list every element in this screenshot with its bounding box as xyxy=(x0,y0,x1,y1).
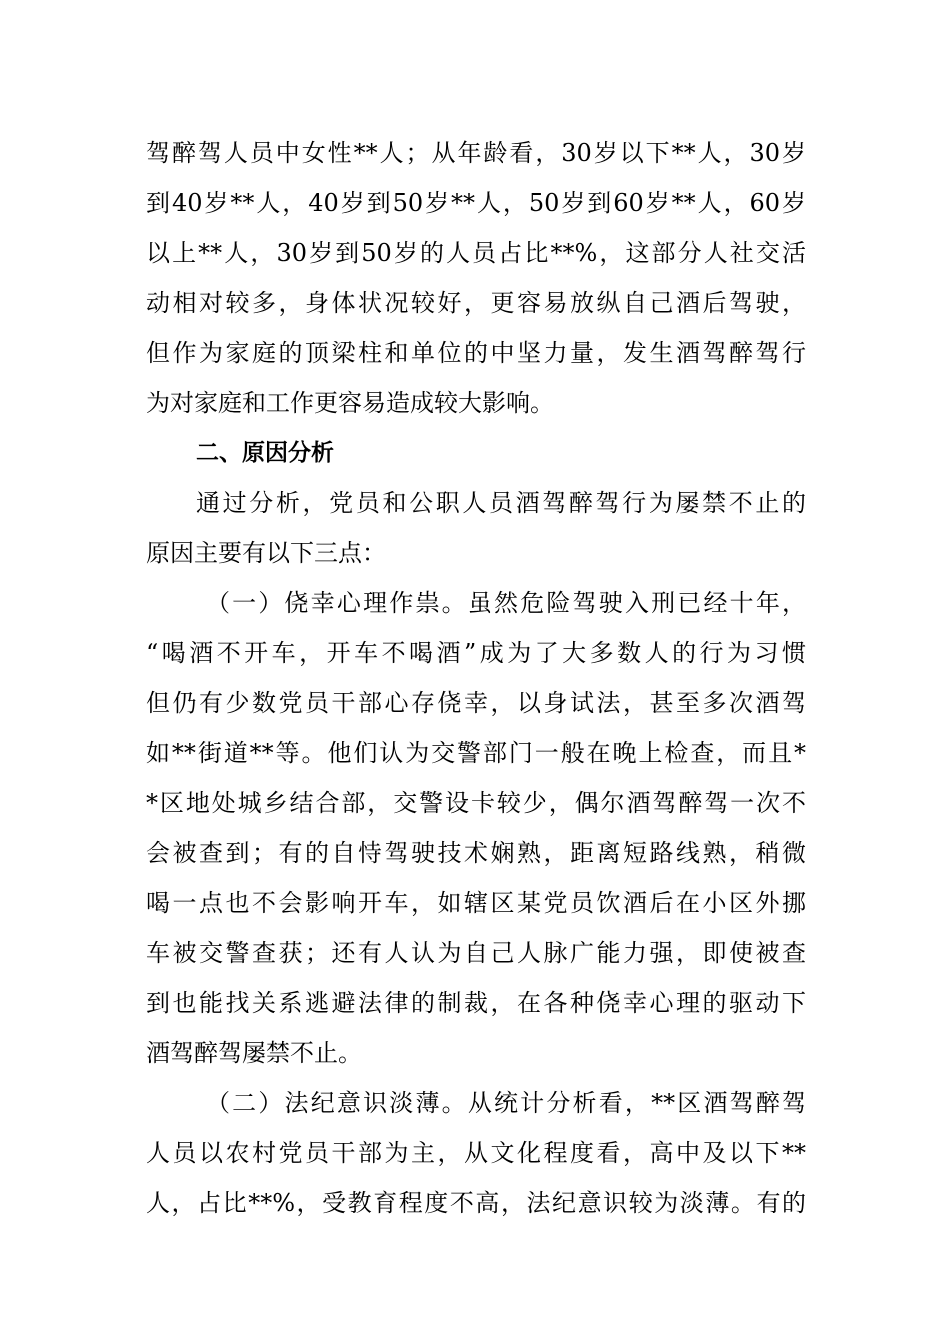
text-line: 酒驾醉驾屡禁不止。 xyxy=(146,1039,362,1067)
text-line: 驾醉驾人员中女性**人；从年龄看，30岁以下**人，30岁 xyxy=(146,139,806,167)
text-line: 人，占比**%，受教育程度不高，法纪意识较为淡薄。有的 xyxy=(146,1189,806,1217)
text-line: 为对家庭和工作更容易造成较大影响。 xyxy=(146,389,554,417)
text-line: 人员以农村党员干部为主，从文化程度看，高中及以下** xyxy=(146,1139,806,1167)
text-line: 但仍有少数党员干部心存侥幸，以身试法，甚至多次酒驾 xyxy=(146,689,806,717)
text-line: （一）侥幸心理作祟。虽然危险驾驶入刑已经十年， xyxy=(206,589,806,617)
text-line: 通过分析，党员和公职人员酒驾醉驾行为屡禁不止的 xyxy=(196,489,806,517)
text-line: 以上**人，30岁到50岁的人员占比**%，这部分人社交活 xyxy=(146,239,806,267)
text-line: *区地处城乡结合部，交警设卡较少，偶尔酒驾醉驾一次不 xyxy=(146,789,806,817)
section-heading: 二、原因分析 xyxy=(196,440,334,466)
document-body xyxy=(146,128,806,1228)
text-line: 到也能找关系逃避法律的制裁，在各种侥幸心理的驱动下 xyxy=(146,989,806,1017)
text-line: （二）法纪意识淡薄。从统计分析看，**区酒驾醉驾 xyxy=(206,1089,806,1117)
text-line: 如**街道**等。他们认为交警部门一般在晚上检查，而且* xyxy=(146,739,806,767)
text-line: 动相对较多，身体状况较好，更容易放纵自己酒后驾驶， xyxy=(146,289,806,317)
text-line: 到40岁**人，40岁到50岁**人，50岁到60岁**人，60岁 xyxy=(146,189,806,217)
text-line: 车被交警查获；还有人认为自己人脉广能力强，即使被查 xyxy=(146,939,806,967)
text-line: 原因主要有以下三点： xyxy=(146,539,386,567)
text-line: 但作为家庭的顶梁柱和单位的中坚力量，发生酒驾醉驾行 xyxy=(146,339,806,367)
text-line: “喝酒不开车，开车不喝酒”成为了大多数人的行为习惯 xyxy=(146,639,806,667)
text-line: 会被查到；有的自恃驾驶技术娴熟，距离短路线熟，稍微 xyxy=(146,839,806,867)
text-line: 喝一点也不会影响开车，如辖区某党员饮酒后在小区外挪 xyxy=(146,889,806,917)
